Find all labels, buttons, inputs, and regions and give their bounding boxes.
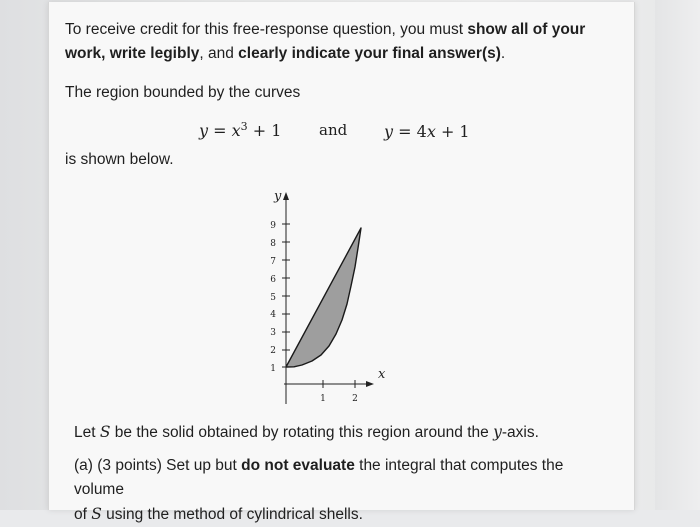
x-axis-arrow	[366, 381, 374, 387]
y-tick-label-6: 6	[270, 275, 276, 285]
curve1-base: x	[231, 121, 241, 140]
curve1-exponent: 3	[240, 120, 248, 133]
y-tick-label-2: 2	[270, 346, 276, 356]
y-tick-label-7: 7	[270, 257, 276, 267]
region-graph	[254, 182, 404, 412]
equation-curve-1: $y = x^3 + 1$	[199, 120, 282, 140]
y-tick-label-5: 5	[270, 293, 276, 303]
instructions-bold-2: work, write legibly	[65, 45, 200, 62]
y-tick-label-3: 3	[270, 328, 276, 338]
curve1-tail: + 1	[252, 121, 282, 140]
solid-definition	[74, 420, 539, 445]
instructions-paragraph	[65, 18, 605, 66]
curve2-lhs: y	[384, 122, 394, 141]
axis-var: y	[493, 423, 502, 441]
part-a-prefix: (a) (3 points) Set up but	[74, 457, 242, 474]
instructions-end: .	[500, 45, 506, 62]
region-text: The region bounded by the curves	[65, 84, 301, 101]
shown-text: is shown below.	[65, 151, 174, 168]
y-tick-label-8: 8	[270, 239, 276, 249]
part-a-suffix: the integral that computes the volume	[74, 457, 564, 498]
part-a-bold: do not evaluate	[241, 457, 355, 474]
x-tick-label-1: 1	[320, 394, 326, 404]
y-axis-arrow	[283, 192, 289, 200]
curve2-var: x	[426, 122, 436, 141]
axis-text: -axis.	[501, 424, 539, 441]
curve1-lhs: y	[199, 121, 209, 140]
y-tick-label-1: 1	[270, 364, 276, 374]
part-a-line2-prefix: of	[74, 506, 92, 523]
solid-text: be the solid obtained by rotating this region around the	[110, 424, 494, 441]
instructions-bold-1: show all of your	[467, 21, 586, 38]
part-a-question	[74, 454, 594, 527]
curve2-tail: + 1	[440, 122, 470, 141]
equation-curve-2: y = 4x + 1	[384, 122, 470, 141]
page-edge-shadow	[655, 0, 700, 510]
part-a-line2-suffix: using the method of cylindrical shells.	[101, 506, 363, 523]
curve2-coefficient: 4	[416, 122, 427, 141]
instructions-bold-3: clearly indicate your final answer(s)	[238, 45, 501, 62]
solid-var: S	[99, 423, 111, 441]
y-axis-label: y	[274, 189, 282, 204]
instructions-mid: , and	[199, 45, 239, 62]
y-tick-label-4: 4	[270, 310, 276, 320]
x-axis-label: x	[378, 367, 386, 382]
x-tick-label-2: 2	[352, 394, 358, 404]
y-tick-label-9: 9	[270, 221, 276, 231]
equation-and: and	[319, 121, 348, 139]
shaded-region	[286, 228, 361, 367]
let-text: Let	[74, 424, 100, 441]
instructions-prefix: To receive credit for this free-response question, you must	[65, 21, 468, 38]
part-a-solid-var: S	[91, 505, 102, 523]
